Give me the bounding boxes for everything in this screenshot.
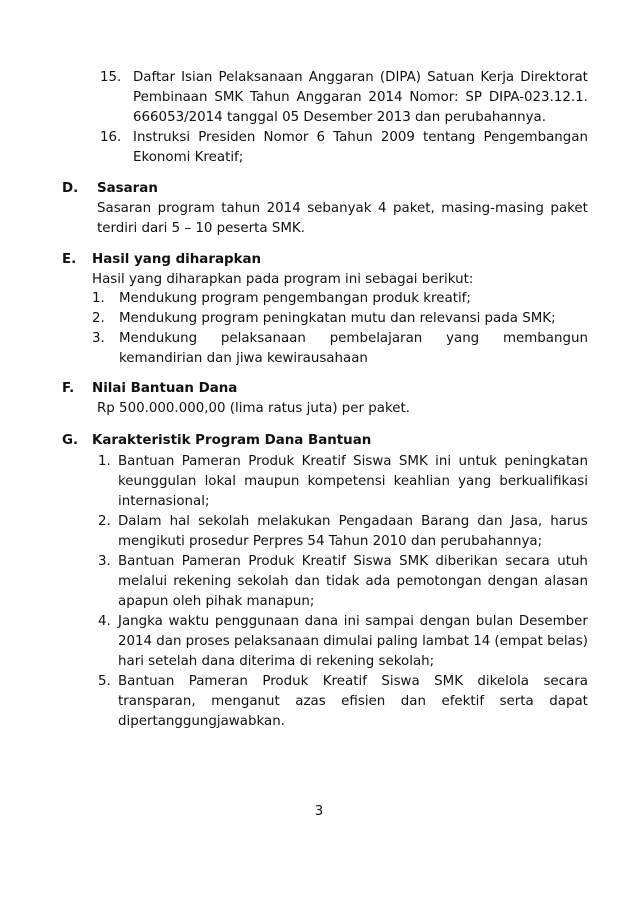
- list-number: 3.: [98, 554, 111, 569]
- section-letter: G.: [62, 433, 79, 448]
- list-item-line: Ekonomi Kreatif;: [133, 150, 244, 165]
- page-number: 3: [314, 804, 324, 819]
- list-number: 4.: [98, 614, 111, 629]
- list-number: 5.: [98, 674, 111, 689]
- section-letter: F.: [62, 381, 75, 396]
- section-heading: Hasil yang diharapkan: [92, 252, 262, 267]
- list-item-line: Bantuan Pameran Produk Kreatif Siswa SMK diberikan secara utuh: [118, 554, 588, 569]
- list-item-line: dipertanggungjawabkan.: [118, 714, 285, 729]
- list-item-line: Pembinaan SMK Tahun Anggaran 2014 Nomor: SP DIPA-023.12.1.: [133, 90, 588, 105]
- list-number: 16.: [100, 130, 122, 145]
- list-item-line: Bantuan Pameran Produk Kreatif Siswa SMK dikelola secara: [118, 674, 588, 689]
- list-item-line: Jangka waktu penggunaan dana ini sampai dengan bulan Desember: [118, 614, 588, 629]
- list-number: 2.: [98, 514, 111, 529]
- list-item-line: mengikuti prosedur Perpres 54 Tahun 2010 dan perubahannya;: [118, 534, 543, 549]
- list-number: 3.: [92, 331, 105, 346]
- paragraph-line: Hasil yang diharapkan pada program ini sebagai berikut:: [92, 272, 474, 287]
- list-item-line: transparan, menganut azas efisien dan efektif serta dapat: [118, 694, 588, 709]
- section-letter: E.: [62, 252, 77, 267]
- section-heading: Karakteristik Program Dana Bantuan: [92, 433, 372, 448]
- list-number: 15.: [100, 70, 122, 85]
- paragraph-line: terdiri dari 5 – 10 peserta SMK.: [97, 221, 305, 236]
- list-number: 1.: [98, 454, 111, 469]
- list-item-line: hari setelah dana diterima di rekening sekolah;: [118, 654, 435, 669]
- list-item-line: kemandirian dan jiwa kewirausahaan: [119, 351, 368, 366]
- list-number: 2.: [92, 311, 105, 326]
- list-item-line: melalui rekening sekolah dan tidak ada pemotongan dengan alasan: [118, 574, 588, 589]
- section-heading: Nilai Bantuan Dana: [92, 381, 238, 396]
- list-item-line: Mendukung program peningkatan mutu dan relevansi pada SMK;: [119, 311, 556, 326]
- paragraph-line: Sasaran program tahun 2014 sebanyak 4 paket, masing-masing paket: [97, 201, 588, 216]
- list-number: 1.: [92, 291, 105, 306]
- paragraph-line: Rp 500.000.000,00 (lima ratus juta) per paket.: [97, 401, 411, 416]
- list-item-line: internasional;: [118, 494, 210, 509]
- list-item-line: Daftar Isian Pelaksanaan Anggaran (DIPA) Satuan Kerja Direktorat: [133, 70, 588, 85]
- list-item-line: Instruksi Presiden Nomor 6 Tahun 2009 tentang Pengembangan: [133, 130, 588, 145]
- list-item-line: Mendukung pelaksanaan pembelajaran yang membangun: [119, 331, 588, 346]
- list-item-line: Mendukung program pengembangan produk kreatif;: [119, 291, 471, 306]
- list-item-line: Bantuan Pameran Produk Kreatif Siswa SMK ini untuk peningkatan: [118, 454, 588, 469]
- list-item-line: Dalam hal sekolah melakukan Pengadaan Barang dan Jasa, harus: [118, 514, 588, 529]
- section-heading: Sasaran: [97, 181, 158, 196]
- section-letter: D.: [62, 181, 79, 196]
- list-item-line: apapun oleh pihak manapun;: [118, 594, 315, 609]
- list-item-line: 666053/2014 tanggal 05 Desember 2013 dan perubahannya.: [133, 110, 546, 125]
- list-item-line: keunggulan lokal maupun kompetensi keahlian yang berkualifikasi: [118, 474, 588, 489]
- list-item-line: 2014 dan proses pelaksanaan dimulai paling lambat 14 (empat belas): [118, 634, 588, 649]
